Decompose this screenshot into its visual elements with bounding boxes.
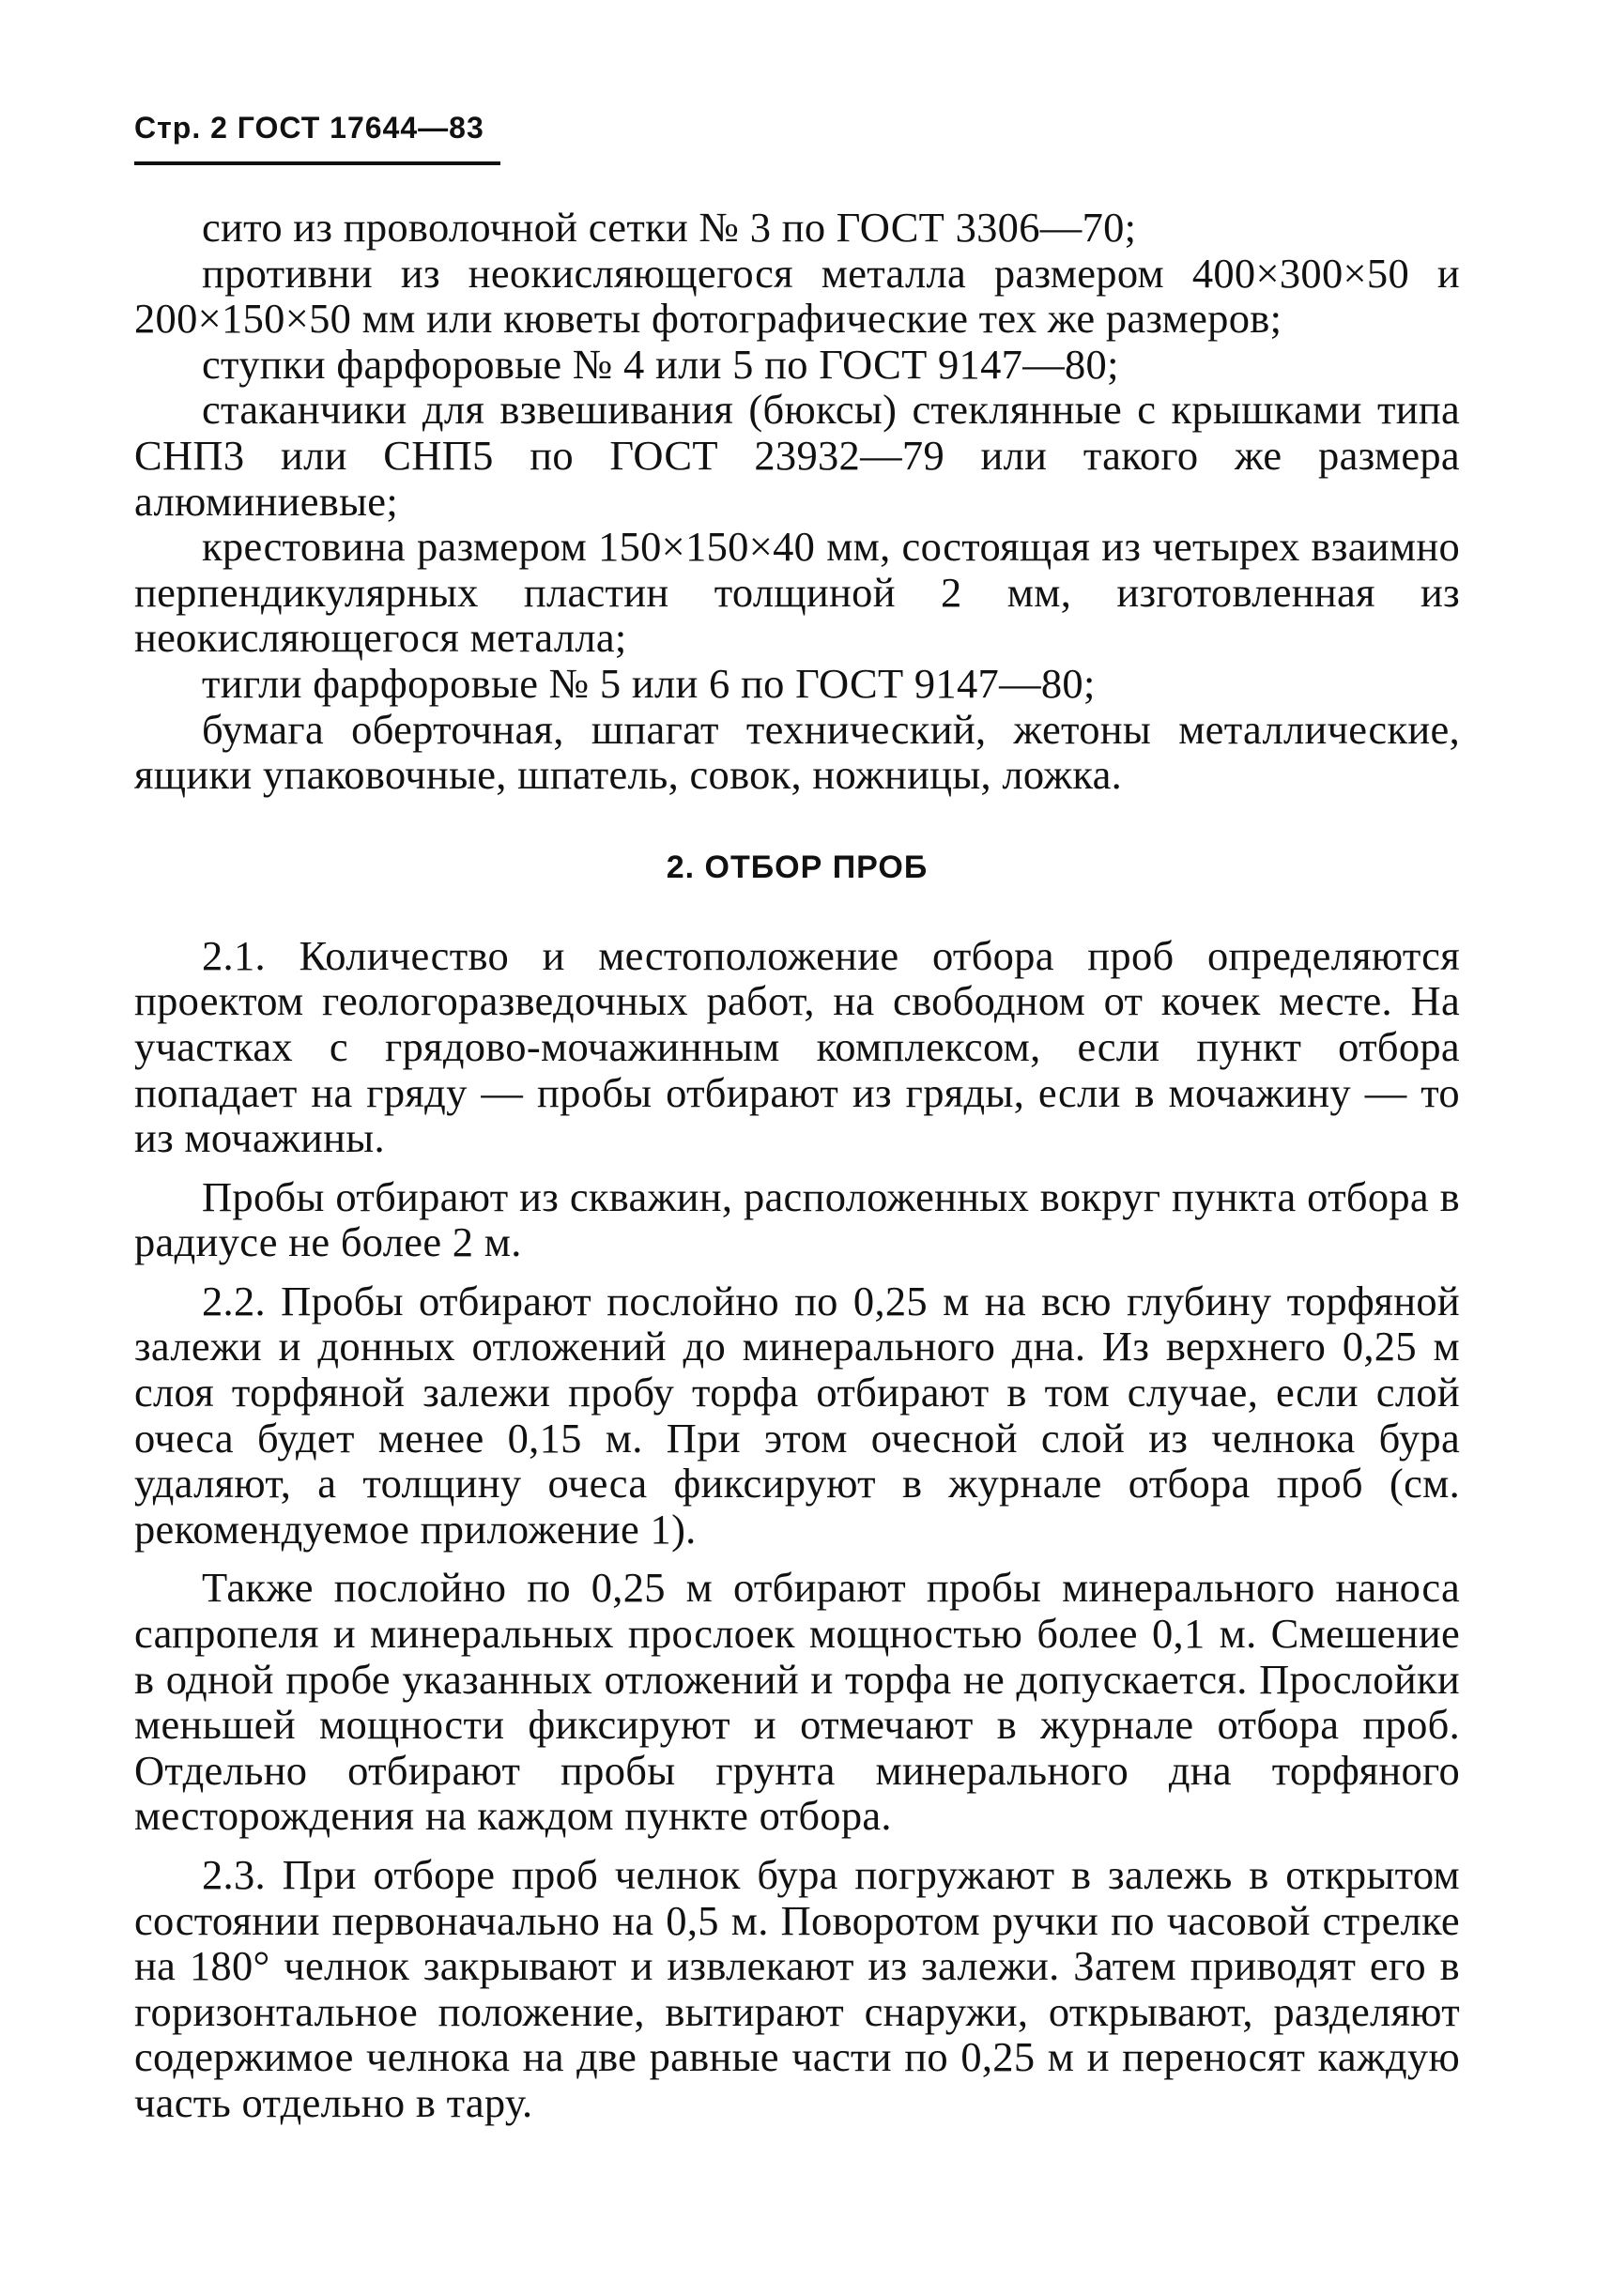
running-header: Стр. 2 ГОСТ 17644—83 [134,111,484,145]
equipment-list [134,205,1460,798]
paragraph: 2.2. Пробы отбирают послойно по 0,25 м на всю глубину торфяной залежи и донных отложений до минерального дна. Из верхнего 0,25 м слоя торфяной залежи пробу торфа отбирают в том случае, если слой очеса будет менее 0,15 м. При этом очесной слой из челнока бура удаляют, а толщину очеса фиксируют в журнале отбора проб (см. рекомендуемое приложение 1). [134,1277,1460,1553]
header-rule [134,161,500,165]
paragraph: Также послойно по 0,25 м отбирают пробы минерального наноса сапропеля и минеральных прослоек мощностью более 0,1 м. Смешение в одной пробе указанных отложений и торфа не допускается. Прослойки меньшей мощности фиксируют и отмечают в журнале отбора проб. Отдельно отбирают пробы грунта минерального дна торфяного месторождения на каждом пункте отбора. [134,1564,1460,1840]
section-body [134,933,1460,2126]
list-item: ступки фарфоровые № 4 или 5 по ГОСТ 9147—80; [202,340,1119,388]
list-item: сито из проволочной сетки № 3 по ГОСТ 3306—70; [202,204,1137,251]
section-heading: 2. ОТБОР ПРОБ [666,849,929,885]
paragraph: Пробы отбирают из скважин, расположенных вокруг пункта отбора в радиусе не более 2 м. [134,1172,1460,1266]
list-item: стаканчики для взвешивания (бюксы) стеклянные с крышками типа СНП3 или СНП5 по ГОСТ 23932—79 или такого же размера алюминиевые; [134,386,1460,525]
list-item: крестовина размером 150×150×40 мм, состоящая из четырех взаимно перпендикулярных пластин толщиной 2 мм, изготовленная из неокисляющегося металла; [134,523,1460,662]
paragraph: 2.3. При отборе проб челнок бура погружают в залежь в открытом состоянии первоначально на 0,5 м. Поворотом ручки по часовой стрелке на 180° челнок закрывают и извлекают из залежи. Затем приводят его в горизонтальное положение, вытирают снаружи, открывают, разделяют содержимое челнока на две равные части по 0,25 м и переносят каждую часть отдельно в тару. [134,1851,1460,2126]
list-item: бумага оберточная, шпагат технический, жетоны металлические, ящики упаковочные, шпатель, совок, ножницы, ложка. [134,705,1460,799]
list-item: противни из неокисляющегося металла размером 400×300×50 и 200×150×50 мм или кюветы фотографические тех же размеров; [134,249,1460,343]
paragraph: 2.1. Количество и местоположение отбора проб определяются проектом геологоразведочных работ, на свободном от кочек месте. На участках с грядово-мочажинным комплексом, если пункт отбора попадает на гряду — пробы отбирают из гряды, если в мочажину — то из мочажины. [134,931,1460,1162]
body-text [134,205,1460,2139]
list-item: тигли фарфоровые № 5 или 6 по ГОСТ 9147—80; [202,659,1096,707]
